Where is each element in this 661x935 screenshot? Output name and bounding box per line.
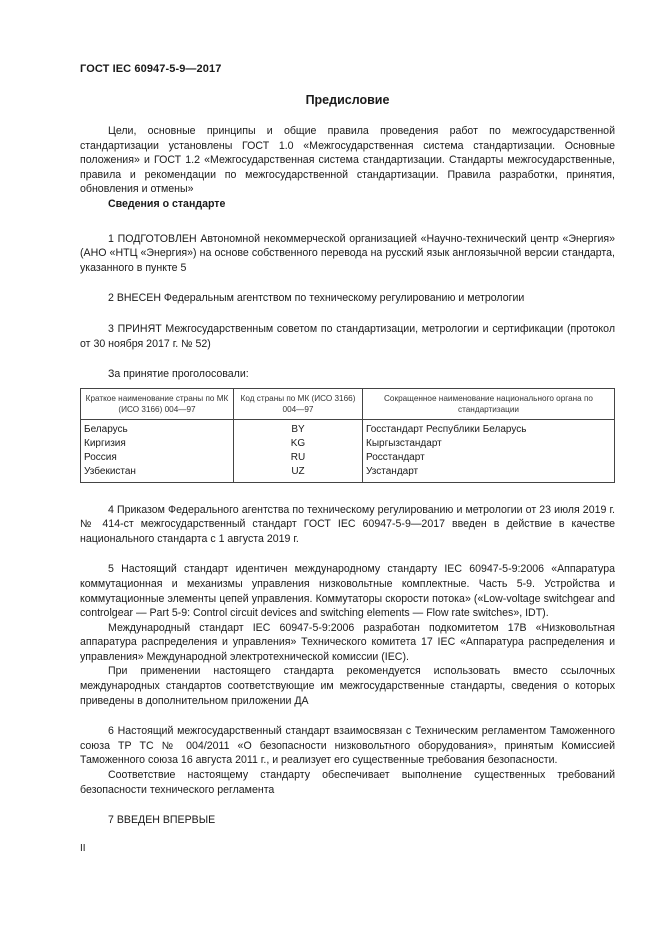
cell-country: Беларусь xyxy=(81,419,234,437)
item-5: 5 Настоящий стандарт идентичен международному стандарту IEC 60947-5-9:2006 «Аппаратура коммутационная и механизмы управления низковольтные комплектные. Часть 5-9. Устройства и коммутационные элементы цепей управления. Коммутаторы скорости потока» («Low-voltage switchgear and controlgear — Part 5-9: Control circuit devices and switching elements — Flow rate switches», IDT). xyxy=(80,563,615,620)
item-5-application: При применении настоящего стандарта рекомендуется использовать вместо ссылочных международных стандартов соответствующие им межгосударственные стандарты, сведения о которых приведены в дополнительном приложении ДА xyxy=(80,665,615,707)
page-number: II xyxy=(80,843,86,854)
section-heading: Сведения о стандарте xyxy=(108,197,226,210)
header-country-name: Краткое наименование страны по МК (ИСО 3166) 004—97 xyxy=(81,388,234,419)
table-row xyxy=(81,419,615,437)
cell-country: Киргизия xyxy=(81,437,234,451)
table-row xyxy=(81,465,615,482)
document-code: ГОСТ IEC 60947-5-9—2017 xyxy=(80,63,222,75)
item-2: 2 ВНЕСЕН Федеральным агентством по техническому регулированию и метрологии xyxy=(108,292,525,305)
cell-country: Россия xyxy=(81,451,234,465)
item-3: 3 ПРИНЯТ Межгосударственным советом по стандартизации, метрологии и сертификации (протокол от 30 ноября 2017 г. № 52) xyxy=(80,322,615,350)
document-body xyxy=(80,124,615,828)
header-standards-body: Сокращенное наименование национального органа по стандартизации xyxy=(363,388,615,419)
intro-paragraph: Цели, основные принципы и общие правила проведения работ по межгосударственной стандартизации установлены ГОСТ 1.0 «Межгосударственная система стандартизации. Основные положения» и ГОСТ 1.2 «Межгосударственная система стандартизации. Стандарты межгосударственные, правила и рекомендации по межгосударственной стандартизации. Правила разработки, принятия, обновления и отмены» xyxy=(80,125,615,196)
voting-table xyxy=(80,388,615,483)
item-4: 4 Приказом Федерального агентства по техническому регулированию и метрологии от 23 июля 2019 г. № 414-ст межгосударственный стандарт ГОСТ IEC 60947-5-9—2017 введен в действие в качестве национального стандарта с 1 августа 2019 г. xyxy=(80,503,615,545)
page-title: Предисловие xyxy=(305,93,390,107)
vote-label: За принятие проголосовали: xyxy=(108,368,249,381)
cell-body: Кыргызстандарт xyxy=(363,437,615,451)
item-6: 6 Настоящий межгосударственный стандарт взаимосвязан с Техническим регламентом Таможенного союза ТР ТС № 004/2011 «О безопасности низковольтного оборудования», принятым Комиссией Таможенного союза 16 августа 2011 г., и реализует его существенные требования безопасности. xyxy=(80,725,615,767)
header-country-code: Код страны по МК (ИСО 3166) 004—97 xyxy=(234,388,363,419)
cell-code: UZ xyxy=(234,465,363,482)
item-5-international: Международный стандарт IEC 60947-5-9:2006 разработан подкомитетом 17В «Низковольтная аппаратура распределения и управления» Технического комитета 17 IEC «Аппаратура распределения и управления» Международной электротехнической комиссии (IEC). xyxy=(80,621,615,663)
item-7: 7 ВВЕДЕН ВПЕРВЫЕ xyxy=(108,814,216,827)
cell-code: RU xyxy=(234,451,363,465)
cell-body: Госстандарт Республики Беларусь xyxy=(363,419,615,437)
cell-code: BY xyxy=(234,419,363,437)
item-6-conformity: Соответствие настоящему стандарту обеспечивает выполнение существенных требований безопасности технического регламента xyxy=(80,769,615,796)
cell-body: Росстандарт xyxy=(363,451,615,465)
table-header-row xyxy=(81,388,615,419)
table-row xyxy=(81,437,615,451)
cell-code: KG xyxy=(234,437,363,451)
cell-country: Узбекистан xyxy=(81,465,234,482)
table-row xyxy=(81,451,615,465)
item-1: 1 ПОДГОТОВЛЕН Автономной некоммерческой организацией «Научно-технический центр «Энергия» (АНО «НТЦ «Энергия») на основе собственного перевода на русский язык англоязычной версии стандарта, указанного в пункте 5 xyxy=(80,232,615,274)
cell-body: Узстандарт xyxy=(363,465,615,482)
